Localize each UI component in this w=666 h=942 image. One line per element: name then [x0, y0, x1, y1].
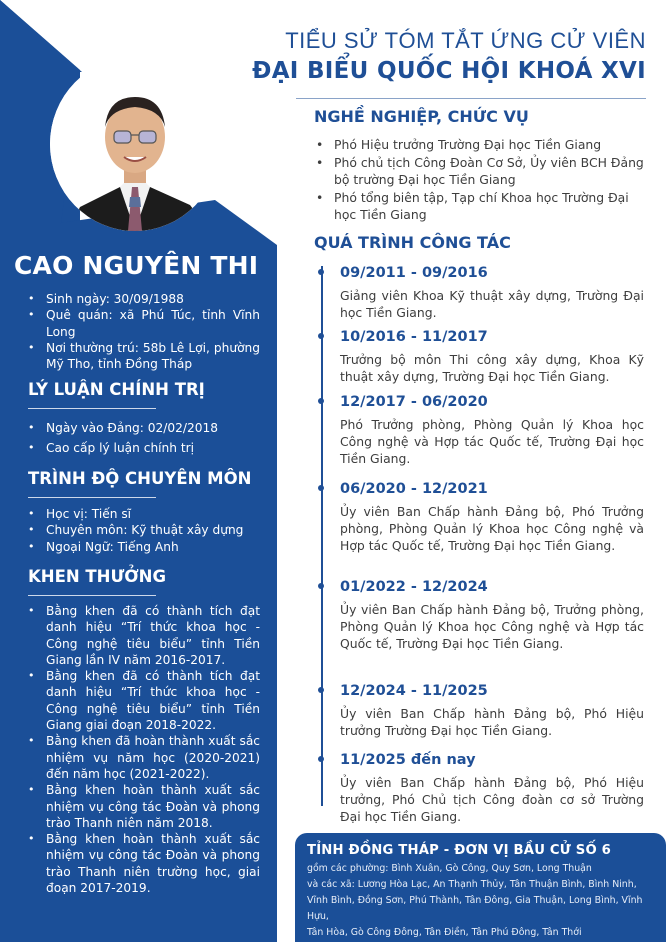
timeline-entry [314, 751, 644, 825]
award-item: • Bằng khen đã có thành tích đạt danh hiệu “Trí thức khoa học - Công nghệ tiêu biểu” tỉnh Tiền Giang lần IV năm 2016-2017. [24, 603, 260, 668]
district-line: và các xã: Lương Hòa Lạc, An Thạnh Thủy, Tân Thuận Bình, Bình Ninh, [307, 879, 637, 890]
birth-date: • Sinh ngày: 30/09/1988 [24, 291, 260, 307]
hometown: • Quê quán: xã Phú Túc, tỉnh Vĩnh Long [24, 307, 260, 340]
awards-list [24, 603, 260, 896]
timeline-dot-icon [318, 269, 324, 275]
timeline-period: 01/2022 - 12/2024 [340, 579, 488, 595]
degree: • Học vị: Tiến sĩ [24, 506, 260, 522]
award-item: • Bằng khen đã có thành tích đạt danh hiệu “Trí thức khoa học - Công nghệ tiêu biểu” tỉnh Tiền Giang giai đoạn 2018-2022. [24, 668, 260, 733]
timeline-description: Giảng viên Khoa Kỹ thuật xây dựng, Trường Đại học Tiền Giang. [340, 288, 644, 320]
district-line: Vĩnh Bình, Đồng Sơn, Phú Thành, Tân Đông, Gia Thuận, Long Bình, Vĩnh Hựu, [307, 895, 643, 922]
timeline-period: 12/2024 - 11/2025 [340, 683, 488, 699]
timeline-entry [314, 480, 644, 554]
award-item: • Bằng khen đã hoàn thành xuất sắc nhiệm vụ năm học (2020-2021) đến năm học (2021-2022). [24, 733, 260, 782]
timeline-dot-icon [318, 485, 324, 491]
timeline-period: 10/2016 - 11/2017 [340, 329, 488, 345]
timeline-description: Ủy viên Ban Chấp hành Đảng bộ, Trưởng phòng, Phòng Quản lý Khoa học Công nghệ và Hợp tác Quốc tế, Trường Đại học Tiền Giang. [340, 602, 644, 651]
district-wards [307, 861, 666, 941]
qualifications-list [24, 506, 260, 555]
language: • Ngoại Ngữ: Tiếng Anh [24, 539, 260, 555]
award-item: • Bằng khen hoàn thành xuất sắc nhiệm vụ công tác Đoàn và phong trào Thanh niên trường học, giai đoạn 2017-2019. [24, 831, 260, 896]
timeline-entry [314, 328, 644, 385]
timeline-description: Ủy viên Ban Chấp hành Đảng bộ, Phó Hiệu trưởng Trường Đại học Tiền Giang. [340, 706, 644, 738]
document-title-line1: TIỂU SỬ TÓM TẮT ỨNG CỬ VIÊN [285, 28, 646, 53]
political-level: • Cao cấp lý luận chính trị [24, 440, 260, 456]
timeline-period: 11/2025 đến nay [340, 752, 476, 768]
electoral-district-box [295, 833, 666, 942]
timeline-dot-icon [318, 583, 324, 589]
section-divider [28, 497, 156, 498]
occupation-item: • Phó tổng biên tập, Tạp chí Khoa học Trường Đại học Tiền Giang [308, 189, 653, 224]
timeline-dot-icon [318, 756, 324, 762]
candidate-name: CAO NGUYÊN THI [14, 251, 259, 280]
timeline-entry [314, 578, 644, 652]
timeline-period: 06/2020 - 12/2021 [340, 481, 488, 497]
district-title: TỈNH ĐỒNG THÁP - ĐƠN VỊ BẦU CỬ SỐ 6 [307, 843, 612, 858]
header-divider [296, 98, 646, 99]
section-divider [28, 595, 156, 596]
party-join-date: • Ngày vào Đảng: 02/02/2018 [24, 420, 260, 436]
timeline-entry [314, 393, 644, 467]
timeline-description: Ủy viên Ban Chấp hành Đảng bộ, Phó Trưởng phòng, Phòng Quản lý Khoa học Công nghệ và Hợp tác Quốc tế, Trường Đại học Tiền Giang. [340, 504, 644, 553]
awards-title: KHEN THƯỞNG [28, 567, 167, 586]
occupation-item: • Phó Hiệu trưởng Trường Đại học Tiền Giang [308, 136, 653, 154]
work-history-title: QUÁ TRÌNH CÔNG TÁC [314, 233, 511, 252]
timeline-period: 12/2017 - 06/2020 [340, 394, 488, 410]
district-line: gồm các phường: Bình Xuân, Gò Công, Quy Sơn, Long Thuận [307, 863, 592, 874]
timeline-dot-icon [318, 687, 324, 693]
timeline-description: Trưởng bộ môn Thi công xây dựng, Khoa Kỹ thuật xây dựng, Trường Đại học Tiền Giang. [340, 352, 644, 384]
residence: • Nơi thường trú: 58b Lê Lợi, phường Mỹ Tho, tỉnh Đồng Tháp [24, 340, 260, 373]
timeline-entry [314, 682, 644, 739]
occupation-item: • Phó chủ tịch Công Đoàn Cơ Sở, Ủy viên BCH Đảng bộ trường Đại học Tiền Giang [308, 154, 653, 189]
specialty: • Chuyên môn: Kỹ thuật xây dựng [24, 522, 260, 538]
timeline-entry [314, 264, 644, 321]
occupation-list [308, 136, 653, 224]
political-theory-list [24, 420, 260, 457]
candidate-photo [50, 57, 220, 231]
qualifications-title: TRÌNH ĐỘ CHUYÊN MÔN [28, 469, 252, 488]
timeline-period: 09/2011 - 09/2016 [340, 265, 488, 281]
section-divider [28, 408, 156, 409]
timeline-dot-icon [318, 333, 324, 339]
award-item: • Bằng khen hoàn thành xuất sắc nhiệm vụ công tác Đoàn và phong trào Thanh niên năm 2018. [24, 782, 260, 831]
district-line: Tân Hòa, Gò Công Đông, Tân Điền, Tân Phú Đông, Tân Thới [307, 927, 582, 938]
timeline-description: Phó Trưởng phòng, Phòng Quản lý Khoa học Công nghệ và Hợp tác Quốc tế, Trường Đại học Tiền Giang. [340, 417, 644, 466]
personal-info [24, 291, 260, 372]
timeline-description: Ủy viên Ban Chấp hành Đảng bộ, Phó Hiệu trưởng, Phó Chủ tịch Công đoàn cơ sở Trường Đại học Tiền Giang. [340, 775, 644, 824]
document-title-line2: ĐẠI BIỂU QUỐC HỘI KHOÁ XVI [252, 58, 646, 84]
timeline-dot-icon [318, 398, 324, 404]
political-theory-title: LÝ LUẬN CHÍNH TRỊ [28, 380, 205, 399]
occupation-title: NGHỀ NGHIỆP, CHỨC VỤ [314, 107, 529, 126]
